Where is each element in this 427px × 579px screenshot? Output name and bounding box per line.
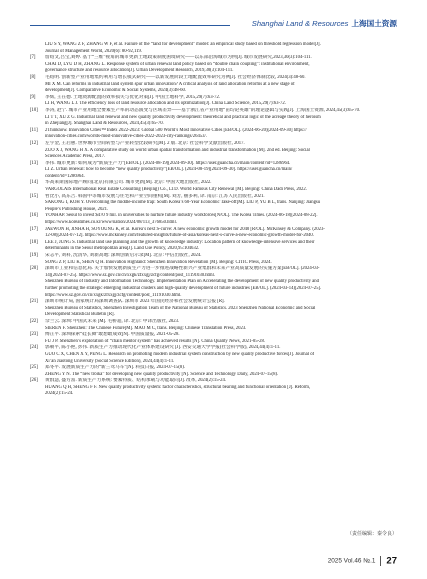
reference-number: [8]: [30, 74, 36, 80]
reference-entry: [30, 167, 406, 180]
reference-number: [10]: [30, 107, 38, 113]
reference-text-line: SAKONG I, KOH Y. Overcoming the middle-income trap: South Korea’s 60-Year Economic Take-off[M]. LIU P, YU B L, trans. Nanjing: Jiangsu: [45, 200, 321, 206]
reference-text-line: People’s Publishing House, 2021.: [45, 206, 109, 212]
reference-text-line: 深圳市统计局, 国家统计局深圳调查队. 深圳市 2023 年国民经济和社会发展统计公报 [R].: [45, 299, 225, 305]
reference-entry: [30, 141, 406, 148]
reference-number: [23]: [30, 332, 38, 338]
reference-text-line: 李伟. 城市更新: 如何成为“新质生产力”[EB/OL]. (2024-08-19)[2024-09-30]. https://user.guancha.cn/main/content?id=1286964.: [45, 160, 291, 166]
reference-text-line: determinants in the Seoul metropolitan area[J]. Land Use Policy, 2020,95:104632.: [45, 246, 200, 252]
reference-number: [7]: [30, 55, 36, 61]
reference-list: [30, 42, 406, 398]
reference-entry: [30, 75, 406, 82]
reference-text-line: MI X M. Can reforms in industrial land system spur urban innovation? A critical analysis of land allocation reforms at a new stage of: [45, 81, 295, 87]
reference-text-line: 黄群慧, 盛方富. 新质生产力系统: 要素特质、结构承载与功能取向[J]. 改革, 2024(2):15-24.: [45, 378, 226, 384]
reference-text-line: LEE J, JUNG S. Industrial land use planning and the growth of knowledge industry: Location pattern of knowledge-intensive services and their: [45, 239, 315, 245]
reference-text-line: governance structure and resource allocation[J]. Urban Development Research, 2019,30(3):104-111.: [45, 68, 234, 74]
reference-entry: [30, 352, 406, 365]
reference-text-line: VARGOLAIS International Real Estate Consulting (Beijing) Co., LTD. World Famous City Renewal [M]. Beijing: China Dadi Press, 2022.: [45, 187, 307, 193]
reference-entry: [30, 115, 406, 128]
volume-issue: 2025 Vol.46 №.1: [327, 557, 376, 565]
journal-title-en: Shanghai Land & Resources: [251, 19, 349, 28]
reference-number: [12]: [30, 140, 38, 146]
reference-entry: [30, 213, 406, 226]
page-footer: [328, 552, 397, 570]
reference-number: [9]: [30, 94, 36, 100]
reference-text-line: Journal of Management World, 2020(6): 80-92,119.: [45, 48, 142, 54]
reference-number: [16]: [30, 213, 38, 219]
reference-text-line: 郭朝平, 陈小艳, 彭伟. 新质生产力推动现代化产业体系建设研究 [J]. 西安交通大学学报(社会科学版), 2024,44(4):1-11.: [45, 345, 281, 351]
reference-text-line: 詹绍文,吕宝,刘婷. 基于“三维”视角的城市更新土地政策制度困境研究——以东部沿海城市为例[J]. 城市发展研究,2023,30(3):104-111.: [45, 55, 312, 61]
reference-number: [22]: [30, 318, 38, 324]
reference-text-line: 14)[2024-07-25]. https://www.sz.gov.cn/cn/xxgk/zfxxgj/zcfg/content/post_11191030.html.: [45, 272, 215, 278]
reference-text-line: 李辉, 王在德. 土地资源配置的效率损失与优化对策[J]. 中国土地科学, 2015,29(7):63-72.: [45, 94, 220, 100]
reference-number: [24]: [30, 345, 38, 351]
reference-entry: [30, 345, 406, 352]
reference-text-line: development[J]. Comparative Economic & Social Systems, 2024(3):48-60.: [45, 88, 186, 94]
reference-text-line: CHAI D, LYU D H, ZHANG L. Response system of urban renewal land policy based on “double chain coupling”: institutional environment,: [45, 61, 310, 67]
reference-text-line: Sciences Academic Press, 2017.: [45, 154, 106, 160]
reference-text-line: SIEREN F. Shenzhen: The Chinese Future[M]. MAO M C, trans. Beijing: Chinese Translation Press, 2023.: [45, 325, 247, 331]
page-number: 27: [386, 555, 397, 567]
reference-number: [25]: [30, 365, 38, 371]
reference-entry: [30, 95, 406, 102]
reference-entry: [30, 82, 406, 95]
journal-title-cn: 上海国土资源: [351, 19, 397, 28]
reference-entry: [30, 339, 406, 346]
reference-text-line: Shenzhen Bureau of Statistics, Shenzhen Investigation Team of the National Bureau of Statistics. 2023 Shenzhen National Economic and Social: [45, 305, 316, 311]
reference-entry: [30, 194, 406, 201]
reference-text-line: further promoting the strategic emerging industrial clusters and high-quality development of future industries [EB/OL]. (2024-03-14)[2024-07-25].: [45, 285, 322, 291]
reference-text-line: HUANG Q H, SHENG F F. New quality productivity system: factor characteristics, structural bearing and functional orientation [J]. Reform,: [45, 384, 311, 390]
reference-text-line: 12-08)[2024-07-12]. https://www.mckinsey.com/featured-insights/future-of-asia/koreas-next-s-curve-a-new-economic-growth-model-for-2040.: [45, 233, 314, 239]
reference-entry: [30, 55, 406, 62]
reference-entry: [30, 306, 406, 319]
reference-text-line: innovation-cities.com/worlds-most-innovative-cities-2022-2023-city-rankings/26453/.: [45, 134, 207, 140]
reference-text-line: ZHENG Y N. The “new troika” for developing new quality productivity [N]. Science and Technology Daily, 2024-07-15(8).: [45, 371, 279, 377]
reference-entry: [30, 187, 406, 194]
running-header: [0, 14, 427, 34]
reference-text-line: 深圳市工业和信息化局. 关于加快发展新质生产力进一步推进战略性新兴产业集群和未来产业高质量发展的实施方案[EB/OL]. (2024-03-: [45, 266, 320, 272]
reference-entry: [30, 279, 406, 299]
reference-entry: [30, 108, 406, 115]
reference-text-line: YONHAP. Seoul to invest $470 9 mil. in universities to nurture future industry workforces[N/OL]. The Korea Times. (2024-06-18)[2024-08-22].: [45, 213, 318, 219]
reference-entry: [30, 161, 406, 168]
reference-entry: [30, 365, 406, 372]
reference-number: [15]: [30, 193, 38, 199]
reference-entry: [30, 378, 406, 385]
footer-divider: [380, 556, 381, 566]
reference-entry: [30, 372, 406, 379]
reference-text-line: 李涛, 赵宁. 城市产业用地全要素生产率的动态演变与区域差异——基于浙江省产业用地“亩均论英雄”的理论逻辑与实践[J]. 上海国土资源, 2024,45(3):65-70.: [45, 107, 361, 113]
reference-text-line: LI Z. Urban renewal: how to become “new quality productivity”[EB/OL]. (2024-08-19)[2024-09-30]. https://user.guancha.cn/main/: [45, 167, 293, 173]
reference-entry: [30, 148, 406, 161]
reference-number: [19]: [30, 253, 38, 258]
reference-text-line: JAEWON H, JINHA H, SOYOUNG K, et al. Korea’s next S-curve: A new economic growth model for 2040 [R/OL]. McKinsey & Company. (2023-: [45, 226, 325, 232]
reference-entry: [30, 266, 406, 279]
responsible-editor: （责任编辑：秦令良）: [346, 532, 397, 537]
reference-number: [17]: [30, 226, 38, 232]
reference-text-line: LI T T, XU Z G. Industrial land renewal and new quality productivity development: theoretical and practical logic of the acreage theory of heroism: [45, 114, 321, 120]
reference-text-line: 佘兰云. 深圳: 中国式未来 [M]. 毛桥超, 译. 北京: 中译出版社, 2023.: [45, 318, 180, 324]
reference-text-line: ZUO X J, WANG H X. A comparative study on world urban spatial transformation and industrial transformation [M]. 2nd ed. Beijing: Social: [45, 147, 310, 153]
reference-text-line: FU J P. Shenzhen’s exploration of “chain mentor system” has achieved results [N]. China Quality News, 2021-05-28.: [45, 338, 266, 344]
reference-number: [11]: [30, 127, 38, 133]
journal-title: [252, 18, 397, 29]
reference-number: [20]: [30, 266, 38, 272]
reference-entry: [30, 332, 406, 339]
reference-text-line: LI H, WANG L J. The efficiency loss of land resource allocation and its optimization[J]. China Land Science, 2015,29(7):63-72.: [45, 101, 286, 107]
reference-text-line: 哲比小, 高东吉. 韩国中等城市发展与住宅和产业空间重构[M]. 刘芳, 丽多利, 译. 南京: 江苏人民出版社, 2021.: [45, 193, 265, 199]
reference-entry: [30, 240, 406, 253]
reference-number: [13]: [30, 160, 38, 166]
reference-text-line: 2024(2):15-24.: [45, 391, 74, 397]
reference-entry: [30, 128, 406, 141]
header-rule: [30, 25, 230, 26]
reference-entry: [30, 260, 406, 267]
reference-text-line: 傅正平. 深圳探索“硅长舞”敢想敢成效[N]. 中国质量报, 2021-05-28.: [45, 332, 180, 338]
reference-text-line: content?id=1286964.: [45, 173, 85, 179]
reference-text-line: Shenzhen Bureau of Industry and Information Technology. Implementation Plan on Accelerating the development of new quality productivity and: [45, 279, 319, 285]
reference-entry: [30, 326, 406, 333]
reference-text-line: https://www.sz.gov.cn/cn/xxgk/zfxxgj/zcfg/content/post_11191030.html.: [45, 292, 182, 298]
reference-entry: [30, 299, 406, 306]
reference-text-line: 宋志平, 刘科, 沈清华, 刘新高地: 深圳创新启示录[M]. 北京: 中信出版社, 2024.: [45, 253, 202, 258]
reference-text-line: https://www.koreatimes.co.kr/www/nation/2024/08/113_376850.html.: [45, 220, 177, 226]
reference-text-line: 毛绍明. 创新型产业用地集约利用与增长模式研究——以新发展阶段土地配置效率研究为例[J]. 社会经济体制比较, 2024(3):48-60.: [45, 74, 306, 80]
reference-entry: [30, 319, 406, 326]
reference-text-line: 华高莱斯国际地产顾问(北京)有限公司. 城市更新[M]. 北京: 中国大地出版社, 2022.: [45, 180, 212, 186]
reference-number: [18]: [30, 239, 38, 245]
reference-entry: [30, 200, 406, 213]
reference-entry: [30, 253, 406, 260]
reference-number: [26]: [30, 378, 38, 384]
reference-number: [14]: [30, 180, 38, 186]
reference-text-line: Xi’an Jiaotong University (Social Science Edition), 2024,44(4):1-11.: [45, 358, 175, 364]
reference-text-line: GUO C X, CHEN X Y, PENG L. Research on promoting modern industrial system construction by new quality productive forces[J]. Journal of: [45, 351, 315, 357]
reference-text-line: 2Thinknow. Innovation Cities™ Index 2022-2023: Global 500 World’s Most Innovative Cities [EB/OL]. (2024-06-20)[2024-09-30] https://: [45, 127, 307, 133]
reference-text-line: 郑冬平. 发展新质生产力的“新三驾马车”[N]. 科技日报, 2024-07-15(8).: [45, 365, 185, 371]
reference-text-line: Development Statistical Bulletin [R].: [45, 312, 115, 318]
reference-entry: [30, 101, 406, 108]
reference-text-line: in Zhejiang[J]. Shanghai Land & Resources, 2024,45(3):65-70.: [45, 121, 164, 127]
reference-entry: [30, 42, 406, 55]
reference-entry: [30, 385, 406, 398]
reference-entry: [30, 227, 406, 240]
reference-number: [21]: [30, 299, 38, 305]
reference-text-line: 左宇金, 王启惠. 世界城市空间转型与产业转型比较研究[M]. 2 版. 北京: 社会科学文献出版社, 2017.: [45, 140, 245, 146]
reference-text-line: LIU S Y, WANG Z F, ZHANG W F, et al. Failure of the “land for development” model: an empirical study based on threshold regression model[J].: [45, 42, 321, 47]
reference-entry: [30, 180, 406, 187]
reference-text-line: SONG Z P, LIU K, SHEN Q H. Innovation Highland: Shenzhen Innovation Revelation [M]. Beijing: CITIC Press, 2024.: [45, 259, 272, 265]
reference-entry: [30, 62, 406, 75]
